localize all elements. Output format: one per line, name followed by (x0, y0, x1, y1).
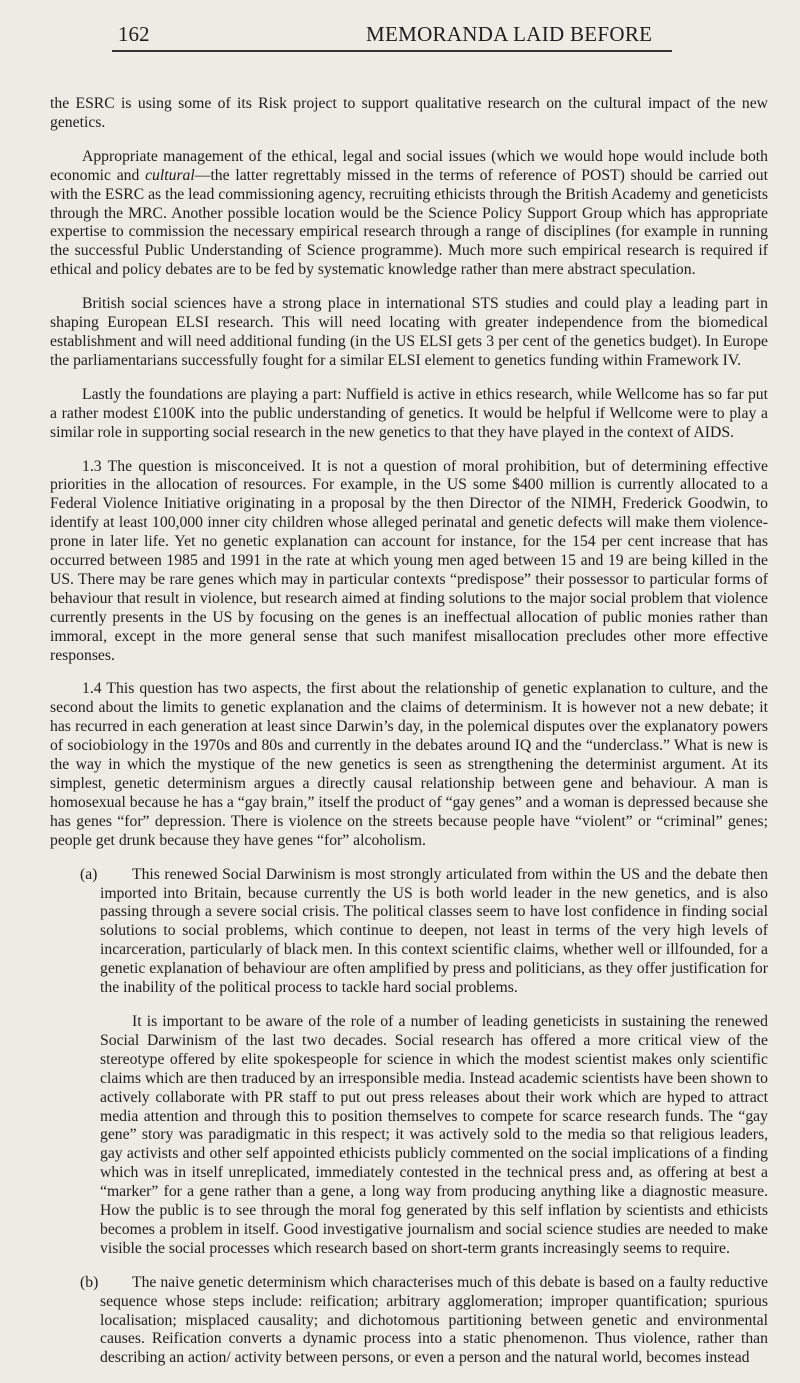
paragraph-foundations: Lastly the foundations are playing a part: Nuffield is active in ethics research, while Wellcome has so far put a rather modest £100K into the public understanding of genetics. It would be helpful if Wellcome were to play a similar role in supporting social research in the new genetics to that they have played in the context of AIDS. (50, 385, 768, 441)
list-item-a-label: (a) (80, 865, 98, 883)
paragraph-1-3: 1.3 The question is misconceived. It is not a question of moral prohibition, but of determining effective priorities in the allocation of resources. For example, in the US some $400 million is currently allocated to a Federal Violence Initiative originating in a proposal by the then Director of the NIMH, Frederick Goodwin, to identify at least 100,000 inner city children whose alleged perinatal and genetic defects will make them violence-prone in later life. Yet no genetic explanation can account for instance, for the 154 per cent increase that has occurred between 1985 and 1991 in the rate at which young men aged between 15 and 19 are being killed in the US. There may be rare genes which may in particular contexts “predispose” their possessor to particular forms of behaviour that result in violence, but research aimed at finding solutions to the major social problem that violence currently presents in the US by focusing on the genes is an ineffectual allocation of public monies rather than immoral, except in the more general sense that such manifest misallocation precludes other more effective responses. (50, 457, 768, 664)
page-header (118, 14, 678, 50)
body-text (50, 95, 768, 1383)
paragraph-management-part1: Appropriate management of the ethical, legal and social issues (which we would hope would include both economic and (50, 147, 768, 184)
list-item-b (50, 1274, 768, 1369)
paragraph-british-social-sciences: British social sciences have a strong place in international STS studies and could play a leading part in shaping European ELSI research. This will need locating with greater independence from the biomedical establishment and will need additional funding (in the US ELSI gets 3 per cent of the genetics budget). In Europe the parliamentarians successfully fought for a similar ELSI element to genetics funding within Framework IV. (50, 295, 768, 369)
paragraph-management-part2: —the latter regrettably missed in the terms of reference of POST) should be carried out with the ESRC as the lead commissioning agency, recruiting ethicists through the British Academy and geneticists through the MRC. Another possible location would be the Science Policy Support Group which has appropriate expertise to commission the necessary empirical research through a range of disciplines (for example in running the successful Public Understanding of Science programme). Much more such empirical research is required if ethical and policy debates are to be fed by systematic knowledge rather than mere abstract speculation. (50, 166, 768, 279)
list-item-b-paragraph-1: The naive genetic determinism which characterises much of this debate is based on a faulty reductive sequence whose steps include: reification; arbitrary agglomeration; improper quantification; spurious localisation; misplaced causality; and dichotomous partitioning between genetic and environmental causes. Reification converts a dynamic process into a static phenomenon. Thus violence, rather than describing an action/ activity between persons, or even a person and the natural world, becomes instead (100, 1273, 768, 1367)
paragraph-continued: the ESRC is using some of its Risk project to support qualitative research on the cultural impact of the new genetics. (50, 95, 768, 131)
list-item-a (50, 866, 768, 1259)
page-number: 162 (118, 22, 150, 46)
list-item-a-paragraph-2: It is important to be aware of the role of a number of leading geneticists in sustaining the renewed Social Darwinism of the last two decades. Social research has offered a more critical view of the stereotype offered by elite spokespeople for science in which the modest scientist makes only scientific claims which are then traduced by an irresponsible media. Instead academic scientists have been shown to actively collaborate with PR staff to put out press releases about their work which are hyped to attract media attention and through this to position themselves to compete for scarce research funds. The “gay gene” story was paradigmatic in this respect; it was actively sold to the media so that religious leaders, gay activists and other self appointed ethicists publicly commented on the social implications of a finding which was in itself unreplicated, immediately contested in the technical press and, as offering at best a “marker” for a gene rather than a gene, a long way from producing anything like a diagnostic measure. How the public is to see through the moral fog generated by this self inflation by scientists and ethicists becomes a problem in itself. Good investigative journalism and social science studies are needed to make visible the social processes which research based on short-term grants increasingly seems to require. (100, 1012, 768, 1257)
paragraph-management-emphasis: cultural (145, 166, 195, 184)
paragraph-1-4: 1.4 This question has two aspects, the first about the relationship of genetic explanation to culture, and the second about the limits to genetic explanation and the claims of determinism. It is however not a new debate; it has recurred in each generation at least since Darwin’s day, in the polemical disputes over the explanatory powers of sociobiology in the 1970s and 80s and currently in the debates around IQ and the “underclass.” What is new is the way in which the mystique of the new genetics is seen as strengthening the determinist argument. At its simplest, genetic determinism argues a directly causal relationship between gene and behaviour. A man is homosexual because he has a “gay brain,” itself the product of “gay genes” and a woman is depressed because she has genes “for” depression. There is violence on the streets because people have “violent” or “criminal” genes; people get drunk because they have genes “for” alcoholism. (50, 680, 768, 849)
list-item-b-label: (b) (80, 1273, 99, 1291)
paragraph-management (50, 148, 768, 280)
running-head: MEMORANDA LAID BEFORE (366, 22, 653, 46)
list-item-a-paragraph-1: This renewed Social Darwinism is most strongly articulated from within the US and the debate then imported into Britain, because currently the US is both world leader in the new genetics, and is also passing through a severe social crisis. The political classes seem to have lost confidence in finding social solutions to social problems, which continue to deepen, not least in terms of the very high levels of incarceration, particularly of black men. In this context scientific claims, whether well or illfounded, for a genetic explanation of behaviour are often amplified by press and politicians, as they offer justification for the inability of the political process to tackle hard social problems. (100, 865, 768, 997)
header-rule (112, 50, 672, 52)
